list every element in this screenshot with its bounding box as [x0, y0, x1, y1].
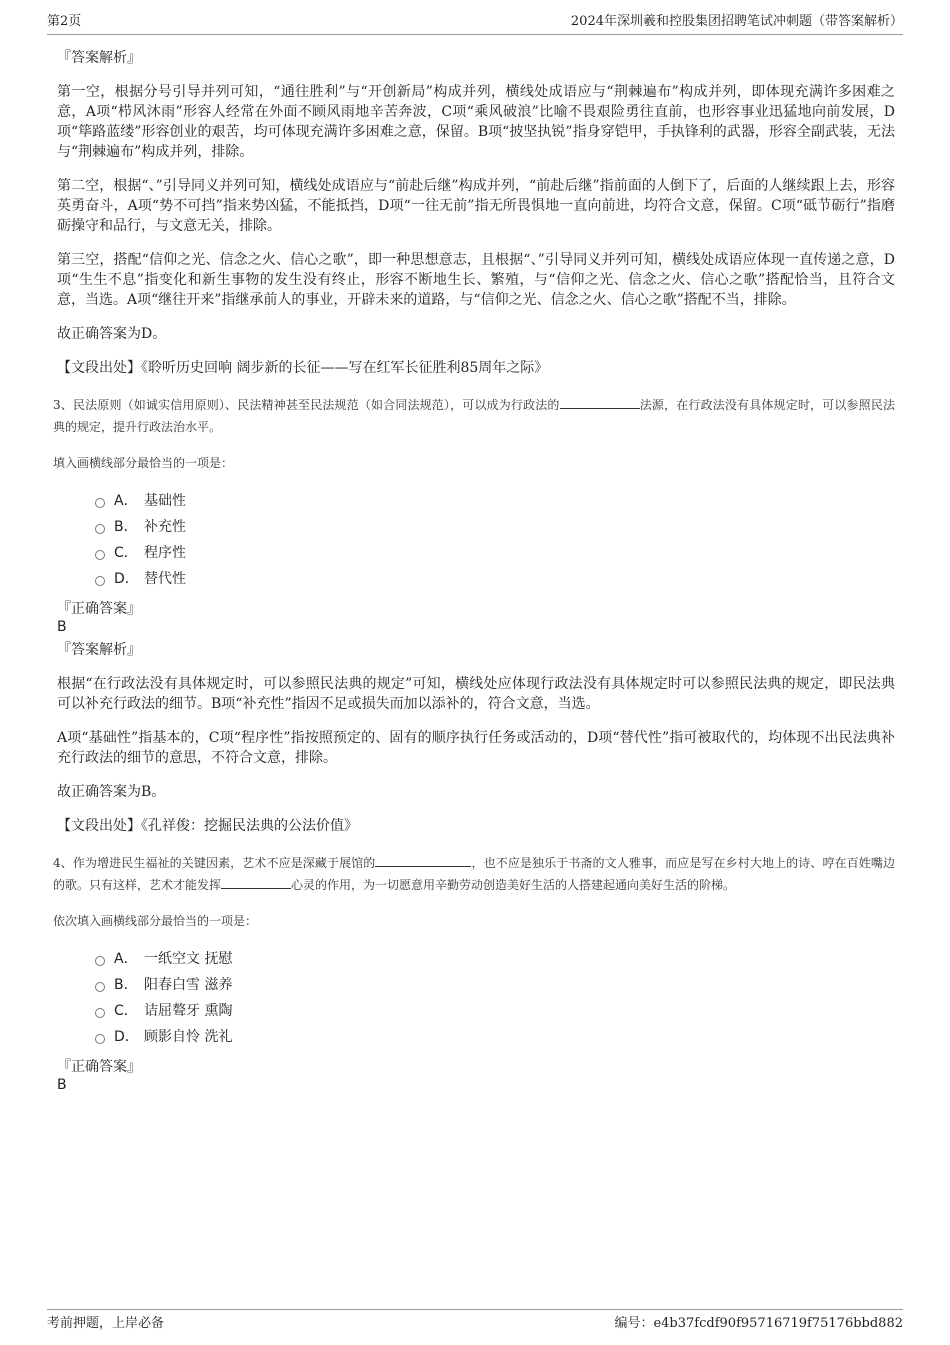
q3-blank: [560, 396, 640, 409]
q4-option-b[interactable]: B． 阳春白雪 滋养: [95, 972, 895, 998]
q4-stem: 4、作为增进民生福祉的关键因素，艺术不应是深藏于展馆的 ，也不应是独乐于书斋的文人雅事，而应是写在乡村大地上的诗、哼在百姓嘴边的歌。只有这样，艺术才能发挥 心灵的作用，为一切愿意用辛勤劳动创造美好生活的人搭建起通向美好生活的阶梯。: [53, 856, 895, 892]
q4-prompt: 依次填入画横线部分最恰当的一项是：: [53, 914, 258, 928]
q3-options: [95, 488, 895, 592]
q4-blank-2: [221, 876, 291, 889]
q4-options: [95, 946, 895, 1050]
q2-analysis-paragraph-3: 第三空，搭配“信仰之光、信念之火、信心之歌”，即一种思想意志，且根据“、”引导同义并列可知，横线处成语应体现一直传递之意，D项“生生不息”指变化和新生事物的发生没有终止，形容不断地生长、繁殖，与“信仰之光、信念之火、信心之歌”搭配恰当，且符合文意，当选。A项“继往开来”指继承前人的事业，开辟未来的道路，与“信仰之光、信念之火、信心之歌”搭配不当，排除。: [57, 252, 895, 308]
q4-blank-1: [375, 854, 471, 867]
page-header: [47, 12, 903, 35]
q3-prompt: 填入画横线部分最恰当的一项是：: [53, 456, 234, 470]
q3-analysis-tag: 『答案解析』: [57, 642, 141, 658]
q2-analysis-paragraph-1: 第一空，根据分号引导并列可知，“通往胜利”与“开创新局”构成并列，横线处成语应与“荆棘遍布”构成并列，即体现充满许多困难之意，A项“栉风沐雨”形容人经常在外面不顾风雨地辛苦奔波，C项“乘风破浪”比喻不畏艰险勇往直前，也形容事业迅猛地向前发展，D项“筚路蓝缕”形容创业的艰苦，均可体现充满许多困难之意，保留。B项“披坚执锐”指身穿铠甲，手执锋利的武器，形容全副武装，无法与“荆棘遍布”构成并列，排除。: [57, 84, 895, 160]
q2-analysis-tag: 『答案解析』: [57, 50, 141, 66]
document-body: [53, 40, 895, 1098]
page-number: 第2页: [47, 14, 82, 29]
q2-analysis-paragraph-2: 第二空，根据“、”引导同义并列可知，横线处成语应与“前赴后继”构成并列，“前赴后继”指前面的人倒下了，后面的人继续跟上去，形容英勇奋斗，A项“势不可挡”指来势凶猛，不能抵挡，D项“一往无前”指无所畏惧地一直向前进，均符合文意，保留。C项“砥节砺行”指磨砺操守和品行，与文意无关，排除。: [57, 178, 895, 234]
q3-conclusion: 故正确答案为B。: [57, 784, 166, 800]
radio-icon[interactable]: [95, 498, 105, 508]
q4-option-a[interactable]: A． 一纸空文 抚慰: [95, 946, 895, 972]
document-title: 2024年深圳羲和控股集团招聘笔试冲刺题（带答案解析）: [570, 14, 903, 29]
q4-option-d[interactable]: D． 顾影自怜 洗礼: [95, 1024, 895, 1050]
footer-slogan: 考前押题，上岸必备: [47, 1316, 165, 1331]
q2-source: 【文段出处】《聆听历史回响 阔步新的长征——写在红军长征胜利85周年之际》: [57, 360, 549, 376]
page-footer: [47, 1309, 903, 1334]
radio-icon[interactable]: [95, 550, 105, 560]
q3-source: 【文段出处】《孔祥俊：挖掘民法典的公法价值》: [57, 818, 358, 834]
radio-icon[interactable]: [95, 982, 105, 992]
q3-option-b[interactable]: B． 补充性: [95, 514, 895, 540]
radio-icon[interactable]: [95, 576, 105, 586]
q4-option-c[interactable]: C． 诘屈聱牙 熏陶: [95, 998, 895, 1024]
radio-icon[interactable]: [95, 1008, 105, 1018]
q3-analysis-paragraph-2: A项“基础性”指基本的，C项“程序性”指按照预定的、固有的顺序执行任务或活动的，D项“替代性”指可被取代的，均体现不出民法典补充行政法的细节的意思，不符合文意，排除。: [57, 730, 895, 766]
radio-icon[interactable]: [95, 524, 105, 534]
q3-option-a[interactable]: A． 基础性: [95, 488, 895, 514]
radio-icon[interactable]: [95, 956, 105, 966]
q3-option-d[interactable]: D． 替代性: [95, 566, 895, 592]
q3-answer-tag: 『正确答案』: [57, 601, 141, 617]
q4-answer: B: [57, 1077, 67, 1093]
q3-option-c[interactable]: C． 程序性: [95, 540, 895, 566]
q3-analysis-paragraph-1: 根据“在行政法没有具体规定时，可以参照民法典的规定”可知，横线处应体现行政法没有具体规定时可以参照民法典的规定，即民法典可以补充行政法的细节。B项“补充性”指因不足或损失而加以添补的，符合文意，当选。: [57, 676, 895, 712]
footer-serial: 编号：e4b37fcdf90f95716719f75176bbd882: [614, 1316, 903, 1331]
q2-conclusion: 故正确答案为D。: [57, 326, 167, 342]
q3-answer: B: [57, 619, 67, 635]
radio-icon[interactable]: [95, 1034, 105, 1044]
q3-stem: 3、民法原则（如诚实信用原则）、民法精神甚至民法规范（如合同法规范），可以成为行政法的 法源，在行政法没有具体规定时，可以参照民法典的规定，提升行政法治水平。: [53, 398, 895, 434]
q4-answer-tag: 『正确答案』: [57, 1059, 141, 1075]
